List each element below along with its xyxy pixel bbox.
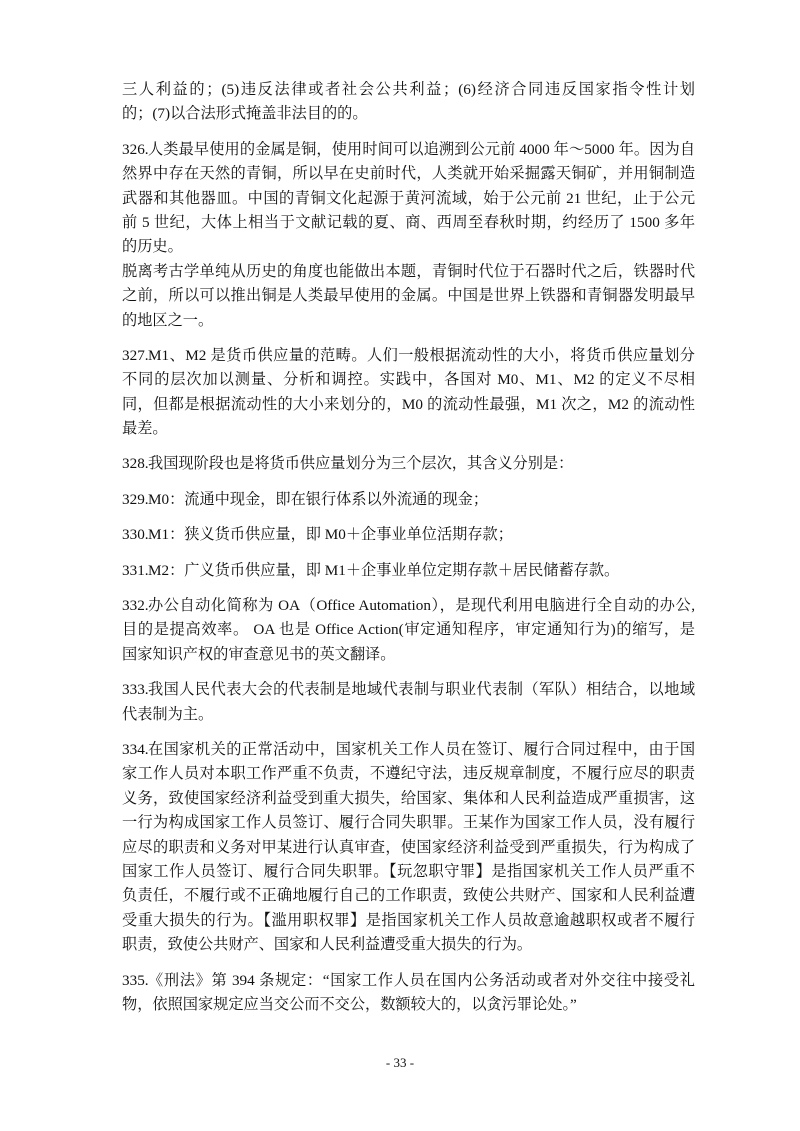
text-line: 负责任，不履行或不正确地履行自己的工作职责，致使公共财产、国家和人民利益遭 <box>122 887 695 905</box>
item-329 <box>122 488 695 512</box>
text-line: 目的是提高效率。 OA 也是 Office Action(审定通知程序，审定通知行为)的缩写，是 <box>122 621 695 639</box>
item-number: 328. <box>122 455 149 473</box>
item-330 <box>122 523 695 547</box>
item-number: 332. <box>122 597 149 615</box>
text-line: 的；(7)以合法形式掩盖非法目的的。 <box>122 105 368 123</box>
text-line: 的地区之一。 <box>122 311 214 329</box>
text-line: 在国家机关的正常活动中，国家机关工作人员在签订、履行合同过程中，由于国 <box>148 740 695 758</box>
item-number: 331. <box>122 561 149 579</box>
text-line: M2：广义货币供应量，即 M1＋企事业单位定期存款＋居民储蓄存款。 <box>148 561 620 579</box>
item-335 <box>122 969 695 1018</box>
text-line: 义务，致使国家经济利益受到重大损失，给国家、集体和人民利益造成严重损害，这 <box>122 789 695 807</box>
text-line: 不同的层次加以测量、分析和调控。实践中，各国对 M0、M1、M2 的定义不尽相 <box>122 371 695 389</box>
text-line: 同，但都是根据流动性的大小来划分的，M0 的流动性最强，M1 次之，M2 的流动性 <box>122 395 695 413</box>
text-line: M1：狭义货币供应量，即 M0＋企事业单位活期存款； <box>148 526 513 544</box>
item-number: 329. <box>122 490 149 508</box>
item-328 <box>122 452 695 476</box>
text-line: 人类最早使用的金属是铜，使用时间可以追溯到公元前 4000 年～5000 年。因为自 <box>148 140 695 158</box>
text-line: 代表制为主。 <box>122 705 214 723</box>
text-line: M1、M2 是货币供应量的范畴。人们一般根据流动性的大小，将货币供应量划分 <box>148 346 695 364</box>
text-line: 《刑法》第 394 条规定：“国家工作人员在国内公务活动或者对外交往中接受礼 <box>148 971 695 989</box>
text-line: 家工作人员对本职工作严重不负责，不遵纪守法，违反规章制度，不履行应尽的职责 <box>122 765 695 783</box>
text-line: 职责，致使公共财产、国家和人民利益遭受重大损失的行为。 <box>122 936 533 954</box>
page-body <box>122 78 695 1017</box>
text-line: 最差。 <box>122 420 168 438</box>
text-line: 的历史。 <box>122 238 183 256</box>
text-line: 物，依照国家规定应当交公而不交公，数额较大的，以贪污罪论处。” <box>122 995 577 1013</box>
item-number: 327. <box>122 346 149 364</box>
text-line: 我国现阶段也是将货币供应量划分为三个层次，其含义分别是： <box>148 455 574 473</box>
item-326 <box>122 138 695 333</box>
text-line: 武器和其他器皿。中国的青铜文化起源于黄河流域，始于公元前 21 世纪，止于公元 <box>122 189 695 207</box>
text-line: 办公自动化简称为 OA（Office Automation），是现代利用电脑进行全自动的办公, <box>148 597 695 615</box>
item-332 <box>122 594 695 667</box>
text-line: 国家知识产权的审查意见书的英文翻译。 <box>122 645 396 663</box>
item-number: 326. <box>122 140 149 158</box>
text-line: 国家工作人员签订、履行合同失职罪。【玩忽职守罪】是指国家机关工作人员严重不 <box>122 862 695 880</box>
item-number: 333. <box>122 681 149 699</box>
item-number: 335. <box>122 971 149 989</box>
item-number: 330. <box>122 526 149 544</box>
text-line: 我国人民代表大会的代表制是地域代表制与职业代表制（军队）相结合，以地域 <box>148 681 695 699</box>
text-line: 三人利益的；(5)违反法律或者社会公共利益；(6)经济合同违反国家指令性计划 <box>122 81 695 98</box>
text-line: 应尽的职责和义务对甲某进行认真审查，使国家经济利益受到严重损失，行为构成了 <box>122 838 695 856</box>
text-line: 受重大损失的行为。【滥用职权罪】是指国家机关工作人员故意逾越职权或者不履行 <box>122 911 695 929</box>
page-number: - 33 - <box>385 1055 415 1070</box>
text-line: 脱离考古学单纯从历史的角度也能做出本题，青铜时代位于石器时代之后，铁器时代 <box>122 262 695 280</box>
text-line: M0：流通中现金，即在银行体系以外流通的现金； <box>148 490 489 508</box>
item-331 <box>122 559 695 583</box>
text-line: 一行为构成国家工作人员签订、履行合同失职罪。王某作为国家工作人员，没有履行 <box>122 814 695 832</box>
text-line: 之前，所以可以推出铜是人类最早使用的金属。中国是世界上铁器和青铜器发明最早 <box>122 287 695 305</box>
item-334 <box>122 738 695 958</box>
item-327 <box>122 344 695 442</box>
item-333 <box>122 678 695 727</box>
text-line: 前 5 世纪，大体上相当于文献记载的夏、商、西周至春秋时期，约经历了 1500 多年 <box>122 213 695 231</box>
item-number: 334. <box>122 740 149 758</box>
text-line: 然界中存在天然的青铜，所以早在史前时代，人类就开始采掘露天铜矿，并用铜制造 <box>122 165 695 183</box>
intro-continuation <box>122 78 695 127</box>
